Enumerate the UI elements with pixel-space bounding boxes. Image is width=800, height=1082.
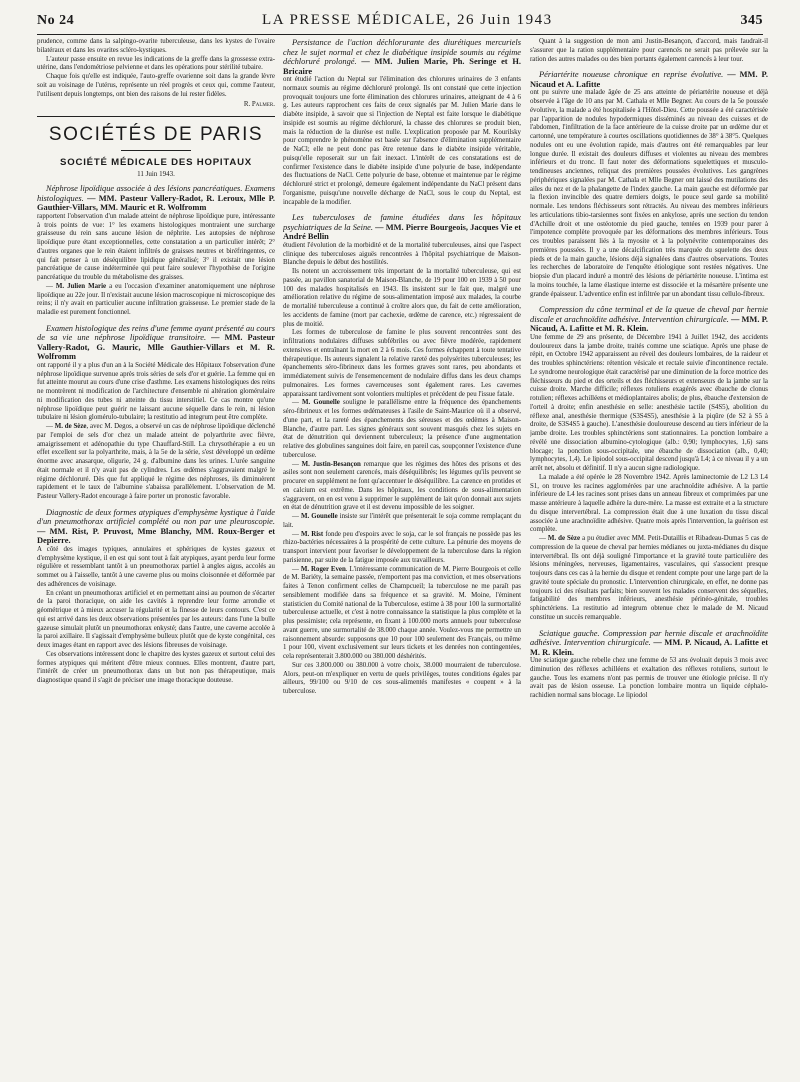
paragraph: Ils notent un accroissement très important de la mortalité tuberculeuse, qui est passée, au pavillon sanatorial de Maison-Blanche, de 19 pour 100 en 1939 à 50 pour 100 des malades hospitalisés en 1943. Ils insistent sur le fait que, malgré une amélioration relative du régime de sous-alimentation imposé aux malades, la courbe de mortalité tuberculeuse a continué à croître alors que, du fait de cette amélioration, les accidents de famine (mort par cachexie, œdème de carence, etc.) régressaient de plus de moitié.	[283, 268, 521, 328]
paragraph: Chaque fois qu'elle est indiquée, l'auto-greffe ovarienne soit dans la grande lèvre soit au voisinage de l'utérus, représente un réel progrès et ceux qui, comme l'auteur, l'utilisent depuis longtemps, ont bien des raisons de lui rester fidèles.	[37, 73, 275, 98]
discussion-text: souligne le parallélisme entre la fréquence des épanchements séro-fibrineux et les formes œdémateuses à l'asile de Saint-Maurice où il a observé, d'une part, et la rareté des épanchements des séreuses et des œdèmes à Maison-Blanche, d'autre part. Les signes généraux sont souvent masqués chez les sujets en état de dénutrition qui deviennent tuberculeux; la présence d'une augmentation relative des globulines sanguines doit faire, en pareil cas, soupçonner l'existence d'une tuberculose.	[283, 399, 521, 459]
paragraph: étudient l'évolution de la morbidité et de la mortalité tuberculeuses, ainsi que l'aspect clinique des tuberculoses aiguës rencontrées à l'hôpital psychiatrique de Maison-Blanche depuis le début des hostilités.	[283, 241, 521, 267]
article-title-text: Néphrose lipoïdique associée à des lésions pancréatiques. Examens histologiques.	[37, 184, 275, 203]
article-title-text: Diagnostic de deux formes atypiques d'emphysème kystique à l'aide d'un pneumothorax artificiel complété ou non par une pleuroscopie.	[37, 507, 275, 527]
column-2	[283, 38, 521, 1074]
article-title	[37, 324, 275, 362]
discussion: — M. Gounelle souligne le parallélisme entre la fréquence des épanchements séro-fibrineux et les formes œdémateuses à l'asile de Saint-Maurice où il a observé, d'une part, et la rareté des épanchements des séreuses et des œdèmes à Maison-Blanche, d'autre part. Les signes généraux sont souvent masqués chez les sujets en état de dénutrition qui deviennent tuberculeux; la présence d'une augmentation relative des globulines sanguines doit faire, en pareil cas, soupçonner l'existence d'une tuberculose.	[283, 399, 521, 459]
paragraph: Sur ces 3.800.000 ou 380.000 à votre choix, 38.000 mourraient de tuberculose. Alors, peut-on m'expliquer en vertu de quels privilèges, toutes conditions égales par ailleurs, 99/100 ou 9/10 de ces sous-alimentés manifestes « coupent » à la tuberculose.	[283, 661, 521, 695]
paragraph: La malade a été opérée le 28 Novembre 1942. Après laminectomie de L2 L3 L4 S1, on trouve les racines agglomérées par une arachnoïdite adhésive. A la partie inférieure de L4 les racines sont prises dans un anneau fibreux et comprimées par une masse antérieure à laquelle adhère la dure-mère. La masse est extraite et a la structure du disque intervertébral. La compression était due à une luxation du tissu discal associée à une arachnoïdite adhésive. Quatre mois après l'intervention, la guérison est complète.	[530, 473, 768, 534]
journal-title: LA PRESSE MÉDICALE, 26 Juin 1943	[262, 12, 553, 28]
page-header	[37, 12, 763, 35]
speaker: M. de Sèze	[54, 423, 87, 430]
divider	[121, 150, 191, 151]
speaker: M. Julien Marie	[55, 282, 107, 290]
article-title-text: Les tuberculoses de famine étudiées dans les hôpitaux psychiatriques de la Seine.	[283, 213, 521, 232]
article-title-text: Examen histologique des reins d'une femme ayant présenté au cours de sa vie une néphrose lipoïdique transitoire.	[37, 323, 275, 343]
discussion-text: , avec M. Degos, a observé un cas de néphrose lipoïdique déclenché par l'emploi de sels d'or chez un malade atteint de polyarthrite avec fièvre, amaigrissement et adénopathie du type Chauffard-Still. La chrysothérapie a eu un effet excellent sur la polyarthrite, mais, à la 5e de la série, s'est développé un œdème énorme avec anasarque, oligurie, 24 g. d'albumine dans les urines. L'urée sanguine était normale et il n'y avait pas de cylindres. Les œdèmes s'aggravaient malgré le régime déchloruré. Dès que fut appliqué le régime des néphroses, ils diminuèrent rapidement et le taux de l'albumine s'abaissa parallèlement. L'observation de M. Pasteur Vallery-Radot encourage à faire porter un pronostic favorable.	[37, 423, 275, 500]
paragraph: ont pu suivre une malade âgée de 25 ans atteinte de périartérite noueuse et déjà observée à l'âge de 10 ans par M. Cathala et Mlle Begner. Au cours de la 5e poussée évolutive, la malade a été hospitalisée à l'Hôtel-Dieu. Cette poussée a été caractérisée par l'apparition de nodules hypodermiques disséminés au niveau des cuisses et de l'abdomen, l'infiltration de la face antérieure de la cuisse droite par un œdème dur et cartonné, une température à courtes oscillations quotidiennes de 38° à 38°5. Quelques nodules ont eu une évolution rapide, mais d'autres ont été remarquables par leur longue durée. Il existait des douleurs diffuses et violentes au niveau des membres inférieurs et du tronc. Il faut noter des déformations squelettiques et musculo-tendineuses anciennes, reliquat des premières poussées évolutives. Les gangrènes périphériques signalées par M. Cathala et Mlle Begner ont laissé des mutilations des ailes du nez et de la phalangette de l'index gauche. La main gauche est déformée par la flexion invincible des quatre derniers doigts, le pouce seul garde sa mobilité normale. Les tendons fléchisseurs sont rétractés. Au niveau des membres inférieurs les articulations tibio-tarsiennes sont fixées en ankylose, après une section du tendon d'Achille droit et une ostéotomie du pied gauche, tentées en 1939 pour parer à l'impotence complète provoquée par les déformations des membres inférieurs. Tous ces troubles paraissent liés à la myosite et à la polynévrite contemporaines des premières poussées. Il y a une décalcification très marquée du squelette des deux pieds et de la main gauche, lésions déjà signalées dans d'autres observations. Toutes les recherches de laboratoire de l'enquête étiologique sont restées négatives. Une biopsie d'un placard induré a montré des lésions de périartérite noueuse. L'intima est la moins touchée, la lame élastique interne est dissociée et la mésartère présente une grande épaisseur. L'adventice enfin est infiltrée par un abondant tissu cellulo-fibreux.	[530, 89, 768, 298]
article-title-text: Persistance de l'action déchlorurante des diurétiques mercuriels chez le sujet normal et chez le diabétique insipide soumis au régime déchloruré prolongé.	[283, 38, 521, 66]
column-1	[37, 38, 275, 1074]
section-title: SOCIÉTÉS DE PARIS	[48, 124, 264, 145]
paragraph: En créant un pneumothorax artificiel et en permettant ainsi au poumon de s'écarter de la paroi thoracique, on aide les cavités à reprendre leur forme arrondie et géométrique et à mieux accuser la régularité et la finesse de leurs contours. C'est ce qui est arrivé dans les deux observations présentées par les auteurs: dans l'une la bulle gazeuse simulait plutôt un pneumothorax enkysté; dans l'autre, une caverne accolée à la paroi axillaire. Il s'agissait d'emphysème bulleux plutôt que de kyste congénital, ces deux images étant en rapport avec des lésions fibreuses de voisinage.	[37, 589, 275, 649]
discussion: — M. de Sèze a pu étudier avec MM. Petit-Dutaillis et Ribadeau-Dumas 5 cas de compression de la queue de cheval par hernies médianes ou juxta-médianes du disque intervertébral. Ils ont déjà souligné l'importance et la gravité toute particulière des lésions méningées, nerveuses, ligamentaires, vasculaires, qui s'associent presque toujours dans ces cas à la hernie du disque et rendent compte pour une large part de la gravité toute spéciale du pronostic. L'intervention chirurgicale, en effet, ne donne pas toujours ici des résultats parfaits; bien souvent les malades conservent des séquelles, fatigabilité des membres inférieurs, anesthésie périnéo-génitale, troubles sphinctériens. La restitutio ad integrum obtenue chez le malade de M. Nicaud constitue un succès remarquable.	[530, 535, 768, 621]
paragraph: A côté des images typiques, annulaires et sphériques de kystes gazeux et d'emphysème kystique, il en est qui sont tout à fait atypiques, ayant perdu leur forme régulière et ressemblant tantôt à un pneumothorax partiel à angles aigus, accolés au sommet ou à l'aisselle, tantôt à une caverne plus ou moins cloisonnée et déformée par des adhérences de voisinage.	[37, 545, 275, 588]
discussion: — M. de Sèze, avec M. Degos, a observé un cas de néphrose lipoïdique déclenché par l'emploi de sels d'or chez un malade atteint de polyarthrite avec fièvre, amaigrissement et adénopathie du type Chauffard-Still. La chrysothérapie a eu un effet excellent sur la polyarthrite, mais, à la 5e de la série, s'est développé un œdème énorme avec anasarque, oligurie, 24 g. d'albumine dans les urines. L'urée sanguine était normale et il n'y avait pas de cylindres. Les œdèmes s'aggravaient malgré le régime déchloruré. Dès que fut appliqué le régime des néphroses, ils diminuèrent rapidement et le taux de l'albumine s'abaissa parallèlement. L'observation de M. Pasteur Vallery-Radot encourage à faire porter un pronostic favorable.	[37, 423, 275, 500]
article-authors: — MM. Rist, P. Pruvost, Mme Blanchy, MM. Roux-Berger et Depierre.	[37, 526, 275, 546]
paragraph: ont rapporté il y a plus d'un an à la Société Médicale des Hôpitaux l'observation d'une néphrose lipoïdique survenue après trois séries de sels d'or et guérie. La femme qui en fut atteinte mourut au cours d'une crise d'asthme. Les examens histologiques des reins ne montrèrent ni modification de l'architecture d'ensemble ni altération glomérulaire ni modification des tubes ni atteinte du tissu interstitiel. Ce cas montre qu'une néphrose lipoïdique peut guérir ne laissant aucune séquelle dans le rein, ni lésion tubulaire ni lésion glomérulo-tubulaire; la restitutio ad integrum peut être complète.	[37, 361, 275, 422]
discussion: — M. Gounelle insiste sur l'intérêt que présenterait le soja comme remplaçant du lait.	[283, 513, 521, 529]
article-title-text: Compression du cône terminal et de la queue de cheval par hernie discale et arachnoïdite adhésive. Intervention chirurgicale.	[530, 305, 768, 324]
article-authors: — MM. P. Nicaud, A. Lafitte et M. R. Klein.	[530, 638, 768, 657]
society-title: SOCIÉTÉ MÉDICALE DES HOPITAUX	[60, 156, 252, 168]
article-authors: — MM. P. Nicaud et A. Lafitte	[530, 70, 768, 89]
speaker: M. Gounelle	[302, 399, 340, 407]
article-title	[283, 38, 521, 76]
paragraph: Quant à la suggestion de mon ami Justin-Besançon, d'accord, mais faudrait-il s'assurer que la ration supplémentaire pour carencés ne serait pas prélevée sur la ration des autres malades ou des bien portants également carencés à leur tour.	[530, 38, 768, 63]
article-title-text: Périartérite noueuse chronique en reprise évolutive.	[539, 70, 724, 80]
discussion: — M. Julien Marie a eu l'occasion d'examiner anatomiquement une néphrose lipoïdique au 22e jour. Il n'existait aucune lésion macroscopique ni microscopique des reins; il n'y avait en particulier aucune infiltration graisseuse. Le premier stade de la maladie est purement fonctionnel.	[37, 282, 275, 316]
article-title	[530, 305, 768, 334]
paragraph: Ces observations intéressent donc le chapitre des kystes gazeux et surtout celui des formes atypiques qui méritent d'être mieux connues. Elles montrent, d'autre part, l'intérêt de créer un pneumothorax dans un but non pas thérapeutique, mais diagnostique quand il s'agit de préciser une image thoracique douteuse.	[37, 650, 275, 684]
article-title	[37, 184, 275, 213]
article-authors: — MM. P. Nicaud, A. Lafitte et M. R. Klein.	[530, 314, 768, 334]
article-authors: — MM. Pasteur Vallery-Radot, G. Mauric, Mlle Gauthier-Villars et M. R. Wolfromm	[37, 333, 275, 362]
speaker: M. Roger Even	[300, 565, 346, 573]
article-title	[530, 629, 768, 658]
discussion-text: a eu l'occasion d'examiner anatomiquement une néphrose lipoïdique au 22e jour. Il n'existait aucune lésion macroscopique ni microscopique des reins; il n'y avait en particulier aucune infiltration graisseuse. Le premier stade de la maladie est purement fonctionnel.	[37, 282, 275, 316]
paragraph: Les formes de tuberculose de famine le plus souvent rencontrées sont des infiltrations nodulaires diffuses subfébriles ou avec fièvre modérée, rapidement extensives et entraînant la mort en 2 à 6 mois. Ces formes échappent à toute tentative thérapeutique. Ils auteurs signalent la relative rareté des polysérites tuberculeuses; les épanchements séro-fibrineux dans les formes graves sont rares, peu abondants et immédiatement suivis de l'ensemencement de nodulaire diffus dans les deux champs pulmonaires. Les formes cavernceuses sont également rares. Les cavernes apparaissant tardivement sont volontiers multiples et précédent de peu l'issue fatale.	[283, 329, 521, 398]
discussion: — M. Justin-Besançon remarque que les régimes des hôtes des prisons et des asiles sont non seulement carencés, mais déséquilibrés; les légumes qu'ils peuvent se procurer en supplément ne font qu'accentuer le déséquilibre. La carence en protides et en calcium est extrême. Dans les hôpitaux, les conditions de sous-alimentation s'aggravent, on en est venu à supprimer le supplément de lait qu'on donnait aux sujets en état de dénutrition grave et il est devenu impossible de les soigner.	[283, 460, 521, 512]
article-authors: — MM. Pasteur Vallery-Radot, R. Leroux, Mlle P. Gauthier-Villars, MM. Mauric et R. Wolfromm	[37, 193, 275, 213]
discussion: — M. Roger Even. L'intéressante communication de M. Pierre Bourgeois et celle de M. Bariéty, la semaine passée, n'emportent pas ma conviction, et mes observations faites à Tenon confirment celles de Champcueil; la tuberculose ne me paraît pas sensiblement modifiée dans sa fréquence et sa gravité. M. Moine, l'éminent statisticien du Comité national de la Tuberculose, estime à 38 pour 100 la surmortalité tuberculeuse actuelle, et c'est à notre connaissance la statistique la plus complète et la plus pessimiste; cela représente, en fixant à 100.000 morts annuels pour tuberculose avant guerre, une surmortalité de 38.000 chaque année. Voulez-vous me permettre un raisonnement absurde: supposons que 10 pour 100 seulement des Français, ou même 1 pour 100, vivent exclusivement sur leurs tickets et les denrées non contingentées, cela représenterait 3.800.000 ou 380.000 déshérités.	[283, 565, 521, 660]
discussion: — M. Rist fonde peu d'espoirs avec le soja, car le sol français ne possède pas les rhizo-bactéries nécessaires à la prospérité de cette culture. La pénurie des moyens de transport intervient pour favoriser le développement de la tuberculose dans la région parisienne, par suite de la fatigue imposée aux travailleurs.	[283, 530, 521, 564]
divider	[37, 116, 275, 117]
speaker: M. de Sèze	[547, 535, 581, 542]
paragraph: Une femme de 29 ans présente, de Décembre 1941 à Juillet 1942, des accidents douloureux dans la jambe droite, traités comme une sciatique. Après une phase de répit, en Octobre 1942 apparaissent au réveil des douleurs lombaires, de la raideur et des troubles sphinctériens: rétention vésicale et rectale suivie d'incontinence rectale. Le syndrome neurologique était caractérisé par une diminution de la force motrice des fléchisseurs du pied et des orteils et des fléchisseurs et extenseurs de la jambe sur la cuisse droite. Marche difficile; réflexes rotuliens exagérés avec ébauche de clonus rotulien; réflexes achilléens et médioplantaires abolis; de plus, ébauche d'extension de l'orteil à droite; enfin anesthésie en selle: anesthésie tactile (S4S5), abolition du réflexe anal, anesthésie thermique (S3S4S5), anesthésie à la piqûre (de S2 à S5 à droite, de S3S4S5 à gauche). L'anesthésie douloureuse descend au tiers inférieur de la jambe droite. Les troubles sphinctériens sont stationnaires. La ponction lombaire a révélé une dissociation albumino-cytologique (alb.: 0,90; lymphocytes, 1,6) sans blocage; la ponction sous-occipitale, une ébauche de dissociation (alb., 0,40; lymphocytes, 1,4). Le lipiodol sous-occipital descend jusqu'à L4; à ce niveau il y a un arrêt net, absolu et définitif. Il n'y a aucun signe radiologique.	[530, 333, 768, 472]
paragraph: rapportent l'observation d'un malade atteint de néphrose lipoïdique pure, intéressante à trois points de vue: 1° les examens histologiques montraient une surcharge graisseuse du rein sans aucune lésion de néphrite. Les autopsies de néphrose lipoïdique pure étant exceptionnelles, cette constatation a un particulier intérêt; 2° d'autres organes que le rein étaient infiltrés de graisses neutres et biréfringentes, ce qui fait penser à un déséquilibre lipidique généralisé; 3° il existait une lésion pancréatique de cause indéterminée qui peut faire soulever l'hypothèse de l'origine pancréatique du trouble du métabolisme des graisses.	[37, 212, 275, 281]
paragraph: prudence, comme dans la salpingo-ovarite tuberculeuse, dans les kystes de l'ovaire bilatéraux et dans les ovarites scléro-kystiques.	[37, 38, 275, 54]
page-number: 345	[740, 13, 763, 28]
discussion-text: fonde peu d'espoirs avec le soja, car le sol français ne possède pas les rhizo-bactéries nécessaires à la prospérité de cette culture. La pénurie des moyens de transport intervient pour favoriser le développement de la tuberculose dans la région parisienne, par suite de la fatigue imposée aux travailleurs.	[283, 530, 521, 564]
speaker: M. Gounelle	[300, 513, 338, 520]
paragraph: L'auteur passe ensuite en revue les indications de la greffe dans la grossesse extra-utérine, dans l'endométriose pelvienne et dans les opérations pour stérilité tubaire.	[37, 55, 275, 72]
article-authors: — MM. Julien Marie, Ph. Seringe et H. Bricaire	[283, 57, 521, 76]
discussion-text: a pu étudier avec MM. Petit-Dutaillis et Ribadeau-Dumas 5 cas de compression de la queue de cheval par hernies médianes ou juxta-médianes du disque intervertébral. Ils ont déjà souligné l'importance et la gravité toute particulière des lésions méningées, nerveuses, ligamentaires, vasculaires, qui s'associent presque toujours dans ces cas à la hernie du disque et rendent compte pour une large part de la gravité toute spéciale du pronostic. L'intervention chirurgicale, en effet, ne donne pas toujours ici des résultats parfaits; bien souvent les malades conservent des séquelles, fatigabilité des membres inférieurs, anesthésie périnéo-génitale, troubles sphinctériens. La restitutio ad integrum obtenue chez le malade de M. Nicaud constitue un succès remarquable.	[530, 535, 768, 621]
paragraph: Une sciatique gauche rebelle chez une femme de 53 ans évoluait depuis 3 mois avec diminution des réflexes achilléens et exaltation des réflexes rotuliens, surtout le gauche. Tous les examens n'ont pas permis de trouver une étiologie précise. Il n'y avait pas de lésion osseuse. La ponction lombaire montra un liquide céphalo-rachidien normal sans blocage. Le lipiodol	[530, 657, 768, 699]
issue-number: No 24	[37, 13, 75, 28]
article-title-text: Sciatique gauche. Compression par hernie discale et arachnoïdite adhésive. Intervention chirurgicale.	[530, 628, 768, 647]
paragraph: ont étudié l'action du Neptal sur l'élimination des chlorures urinaires de 3 enfants normaux soumis au régime déchloruré prolongé. Ils ont constaté que cette injection provoquait toujours une forte élimination des chlorures urinaires, atteignant de 4 à 6 g. Les auteurs rapprochent ces faits de ceux signalés par M. Julien Marie dans le diabète insipide, à savoir que si l'injection de Neptal est faite lorsque le diabétique insipide est soumis au régime déchloruré, la chasse des chlorures se produit bien, mais la réduction de la diurèse est nulle. L'explication proposée par M. Kourilsky pour comprendre le phénomène est basée sur l'absence d'élimination supplémentaire de NaCl; elle ne peut donc pas être retenue dans le diabète insipide véritable, puisqu'elle reposerait sur un fait inexact. L'intérêt de ces constatations est de confirmer l'existence dans le diabète insipide d'une polyurie de base, indépendante des fluctuations de NaCl. Cette polyurie de base, obtenue et maintenue par le régime déchloruré strict et prolongé, demeure également indépendante du NaCl présent dans l'organisme, puisqu'une nouvelle décharge de NaCl, sous le coup du Neptal, est incapable de la modifier.	[283, 76, 521, 206]
article-title	[530, 70, 768, 89]
speaker: M. Rist	[300, 530, 324, 538]
session-date: 11 Juin 1943.	[137, 169, 175, 178]
article-authors: — MM. Pierre Bourgeois, Jacques Vie et André Bellin	[283, 222, 521, 242]
article-title	[283, 213, 521, 242]
speaker: M. Justin-Besançon	[301, 460, 361, 468]
discussion-text: . L'intéressante communication de M. Pierre Bourgeois et celle de M. Bariéty, la semaine passée, n'emportent pas ma conviction, et mes observations faites à Tenon confirment celles de Champcueil; la tuberculose ne me paraît pas sensiblement modifiée dans sa fréquence et sa gravité. M. Moine, l'éminent statisticien du Comité national de la Tuberculose, estime à 38 pour 100 la surmortalité tuberculeuse actuelle, et c'est à notre connaissance la statistique la plus complète et la plus pessimiste; cela représente, en fixant à 100.000 morts annuels pour tuberculose avant guerre, une surmortalité de 38.000 chaque année. Voulez-vous me permettre un raisonnement absurde: supposons que 10 pour 100 seulement des Français, ou même 1 pour 100, vivent exclusivement sur leurs tickets et les denrées non contingentées, cela représenterait 3.800.000 ou 380.000 déshérités.	[283, 565, 521, 660]
discussion-text: remarque que les régimes des hôtes des prisons et des asiles sont non seulement carencés, mais déséquilibrés; les légumes qu'ils peuvent se procurer en supplément ne font qu'accentuer le déséquilibre. La carence en protides et en calcium est extrême. Dans les hôpitaux, les conditions de sous-alimentation s'aggravent, on en est venu à supprimer le supplément de lait qu'on donnait aux sujets en état de dénutrition grave et il est devenu impossible de les soigner.	[283, 460, 521, 512]
article-title	[37, 508, 275, 546]
discussion-text: insiste sur l'intérêt que présenterait le soja comme remplaçant du lait.	[283, 513, 521, 529]
signature: R. Palmer.	[243, 101, 275, 109]
column-3	[530, 38, 768, 1074]
